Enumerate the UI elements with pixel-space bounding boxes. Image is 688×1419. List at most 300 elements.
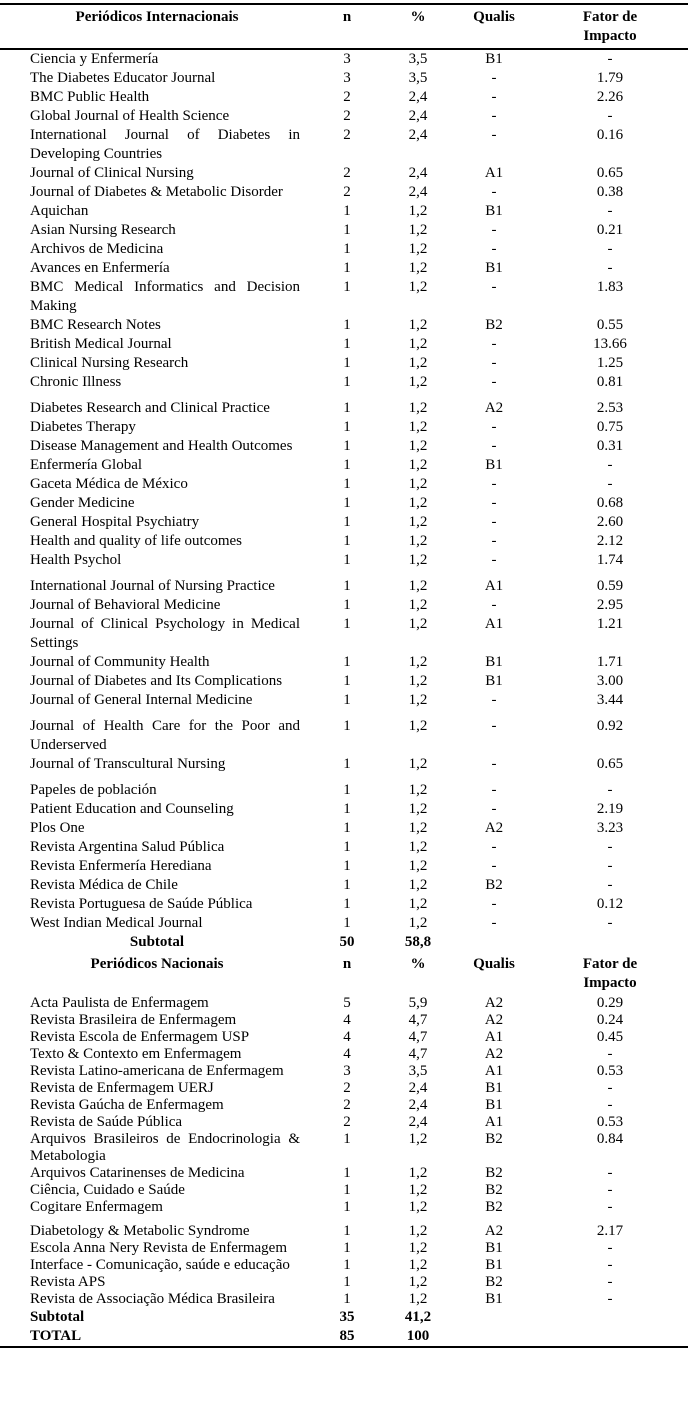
journal-name: Journal of Clinical Nursing — [30, 165, 194, 181]
table-row — [0, 240, 688, 259]
qualis-value: - — [491, 915, 497, 931]
qualis-value: A1 — [484, 578, 504, 594]
n-value: 1 — [343, 858, 351, 874]
qualis-value: B1 — [485, 1240, 503, 1256]
n-value: 1 — [343, 438, 351, 454]
pct-value: 58,8 — [404, 934, 432, 950]
pct-value: 5,9 — [408, 995, 428, 1011]
journal-name: Clinical Nursing Research — [30, 355, 189, 371]
qualis-value: B2 — [485, 317, 503, 333]
n-value: 3 — [343, 70, 351, 86]
n-value: 1 — [343, 820, 351, 836]
n-value: 4 — [343, 1029, 351, 1045]
n-value: 1 — [343, 756, 351, 772]
table-row — [0, 551, 688, 570]
journal-name: Health and quality of life outcomes — [30, 533, 243, 549]
fator-value: - — [607, 877, 613, 893]
qualis-value: - — [491, 801, 497, 817]
pct-value: 1,2 — [408, 1240, 428, 1256]
table-row — [0, 107, 688, 126]
journal-name: Journal of Clinical Psychology in Medical Settings — [30, 616, 300, 651]
fator-value: - — [607, 1199, 613, 1215]
qualis-value: - — [491, 279, 497, 295]
table-row — [0, 710, 688, 755]
n-value: 1 — [343, 419, 351, 435]
pct-value: 1,2 — [408, 858, 428, 874]
pct-value: 1,2 — [408, 839, 428, 855]
journal-name: Journal of Health Care for the Poor and Underserved — [30, 718, 300, 753]
qualis-value: A1 — [484, 1063, 504, 1079]
journal-name: British Medical Journal — [30, 336, 172, 352]
n-value: 2 — [343, 127, 351, 143]
qualis-value: B1 — [485, 203, 503, 219]
table-row — [0, 995, 688, 1012]
section-header-row — [0, 4, 688, 49]
journal-name: Journal of Community Health — [30, 654, 210, 670]
journal-name: Gaceta Médica de México — [30, 476, 188, 492]
journal-name: Revista Médica de Chile — [30, 877, 178, 893]
n-value: 1 — [343, 1131, 351, 1147]
pct-value: 2,4 — [408, 184, 428, 200]
n-value: 2 — [343, 1080, 351, 1096]
table-row — [0, 88, 688, 107]
fator-value: - — [607, 1182, 613, 1198]
qualis-value: A2 — [484, 1046, 504, 1062]
qualis-value: B2 — [485, 1274, 503, 1290]
pct-value: 2,4 — [408, 89, 428, 105]
pct-value: 4,7 — [408, 1012, 428, 1028]
qualis-value: B1 — [485, 1080, 503, 1096]
fator-value: 0.59 — [596, 578, 624, 594]
table-row — [0, 914, 688, 933]
fator-value: 0.53 — [596, 1114, 624, 1130]
n-value: 1 — [343, 1223, 351, 1239]
pct-value: 1,2 — [408, 718, 428, 734]
fator-value: 2.53 — [596, 400, 624, 416]
table-row — [0, 570, 688, 596]
journal-name: Revista de Saúde Pública — [30, 1114, 183, 1130]
qualis-value: B2 — [485, 1165, 503, 1181]
qualis-value: - — [491, 89, 497, 105]
table-row — [0, 1029, 688, 1046]
journal-name: Ciencia y Enfermería — [30, 51, 159, 67]
fator-value: 1.83 — [596, 279, 624, 295]
journal-name: Journal of Transcultural Nursing — [30, 756, 226, 772]
journal-name: Escola Anna Nery Revista de Enfermagem — [30, 1240, 287, 1256]
table-row — [0, 1240, 688, 1257]
pct-value: 1,2 — [408, 203, 428, 219]
pct-value: 1,2 — [408, 260, 428, 276]
pct-value: 1,2 — [408, 355, 428, 371]
pct-value: 1,2 — [408, 374, 428, 390]
n-value: 1 — [343, 374, 351, 390]
table-row — [0, 259, 688, 278]
journal-name: Diabetes Therapy — [30, 419, 136, 435]
n-value: 85 — [339, 1328, 355, 1344]
journal-name: BMC Medical Informatics and Decision Making — [30, 279, 300, 314]
pct-value: 1,2 — [408, 756, 428, 772]
n-value: 1 — [343, 915, 351, 931]
qualis-value: - — [491, 495, 497, 511]
pct-value: 1,2 — [408, 514, 428, 530]
document-page — [0, 3, 688, 1348]
qualis-value: A2 — [484, 995, 504, 1011]
n-value: 1 — [343, 616, 351, 632]
n-value: 1 — [343, 317, 351, 333]
qualis-value: - — [491, 438, 497, 454]
n-value: 1 — [343, 222, 351, 238]
qualis-value: B1 — [485, 1291, 503, 1307]
qualis-value: B2 — [485, 1182, 503, 1198]
pct-value: 1,2 — [408, 222, 428, 238]
qualis-value: - — [491, 597, 497, 613]
pct-value: 1,2 — [408, 336, 428, 352]
n-value: 1 — [343, 1274, 351, 1290]
table-row — [0, 774, 688, 800]
fator-value: - — [607, 51, 613, 67]
pct-value: 1,2 — [408, 1199, 428, 1215]
fator-value: 13.66 — [593, 336, 627, 352]
journal-name: Aquichan — [30, 203, 89, 219]
n-value: 4 — [343, 1046, 351, 1062]
pct-value: 1,2 — [408, 597, 428, 613]
qualis-value: - — [491, 782, 497, 798]
qualis-value: B2 — [485, 1199, 503, 1215]
table-row — [0, 456, 688, 475]
table-row — [0, 1097, 688, 1114]
qualis-value: A1 — [484, 165, 504, 181]
n-value: 1 — [343, 1199, 351, 1215]
qualis-value: A2 — [484, 1012, 504, 1028]
pct-value: 3,5 — [408, 1063, 428, 1079]
pct-value: 1,2 — [408, 1257, 428, 1273]
n-value: 1 — [343, 241, 351, 257]
n-value: 1 — [343, 457, 351, 473]
fator-value: - — [607, 1046, 613, 1062]
fator-value: - — [607, 1291, 613, 1307]
table-row — [0, 672, 688, 691]
total-row — [0, 1327, 688, 1347]
n-value: 1 — [343, 552, 351, 568]
journal-name: Health Psychol — [30, 552, 122, 568]
journal-name: Enfermería Global — [30, 457, 143, 473]
n-value: 2 — [343, 1114, 351, 1130]
journal-name: Gender Medicine — [30, 495, 135, 511]
pct-value: 2,4 — [408, 1114, 428, 1130]
qualis-value: B1 — [485, 260, 503, 276]
qualis-value: B1 — [485, 654, 503, 670]
fator-value — [532, 933, 688, 952]
qualis-value: A2 — [484, 820, 504, 836]
qualis-value: A2 — [484, 400, 504, 416]
journal-name: Revista APS — [30, 1274, 106, 1290]
fator-value: - — [607, 241, 613, 257]
qualis-value: - — [491, 127, 497, 143]
qualis-value — [456, 1327, 532, 1347]
fator-value: 0.65 — [596, 756, 624, 772]
pct-value: 1,2 — [408, 1131, 428, 1147]
pct-value: 2,4 — [408, 127, 428, 143]
journal-name: Ciência, Cuidado e Saúde — [30, 1182, 185, 1198]
table-row — [0, 1046, 688, 1063]
qualis-value: - — [491, 533, 497, 549]
fator-value: - — [607, 1080, 613, 1096]
pct-value: 1,2 — [408, 241, 428, 257]
fator-value: - — [607, 457, 613, 473]
qualis-value: B1 — [485, 457, 503, 473]
table-row — [0, 1182, 688, 1199]
fator-value: 3.23 — [596, 820, 624, 836]
qualis-value: B1 — [485, 1257, 503, 1273]
pct-value: 1,2 — [408, 457, 428, 473]
journal-name: Journal of Behavioral Medicine — [30, 597, 221, 613]
qualis-value: - — [491, 896, 497, 912]
table-row — [0, 1199, 688, 1216]
table-row — [0, 183, 688, 202]
n-value: 1 — [343, 400, 351, 416]
qualis-value: - — [491, 858, 497, 874]
journal-name: Journal of Diabetes and Its Complications — [30, 673, 283, 689]
table-row — [0, 1216, 688, 1240]
pct-value: 1,2 — [408, 654, 428, 670]
pct-value: 2,4 — [408, 108, 428, 124]
n-value: 3 — [343, 51, 351, 67]
journal-name: Interface - Comunicação, saúde e educação — [30, 1257, 290, 1273]
pct-value: 1,2 — [408, 1223, 428, 1239]
table-row — [0, 1114, 688, 1131]
pct-value: 3,5 — [408, 70, 428, 86]
n-value: 1 — [343, 1240, 351, 1256]
qualis-value: - — [491, 184, 497, 200]
journal-name: Revista Gaúcha de Enfermagem — [30, 1097, 224, 1113]
n-value: 1 — [343, 260, 351, 276]
fator-value — [532, 1327, 688, 1347]
table-row — [0, 278, 688, 316]
qualis-value: - — [491, 756, 497, 772]
pct-value: 1,2 — [408, 476, 428, 492]
n-value: 1 — [343, 782, 351, 798]
journal-name: Patient Education and Counseling — [30, 801, 234, 817]
fator-value: 0.75 — [596, 419, 624, 435]
table-row — [0, 69, 688, 88]
table-row — [0, 513, 688, 532]
table-row — [0, 1063, 688, 1080]
pct-value: 4,7 — [408, 1046, 428, 1062]
n-value: 2 — [343, 89, 351, 105]
fator-value: - — [607, 1165, 613, 1181]
n-value: 1 — [343, 839, 351, 855]
pct-value: 1,2 — [408, 820, 428, 836]
journal-name: Revista de Enfermagem UERJ — [30, 1080, 214, 1096]
table-row — [0, 532, 688, 551]
col-n-header: n — [314, 4, 380, 49]
section-title: Periódicos Nacionais — [90, 956, 224, 972]
fator-value: 0.55 — [596, 317, 624, 333]
fator-value: 2.12 — [596, 533, 624, 549]
pct-value: 41,2 — [404, 1309, 432, 1325]
n-value: 1 — [343, 476, 351, 492]
n-value: 1 — [343, 1165, 351, 1181]
n-value: 1 — [343, 533, 351, 549]
journal-name: Archivos de Medicina — [30, 241, 164, 257]
fator-value: 1.25 — [596, 355, 624, 371]
n-value: 1 — [343, 1182, 351, 1198]
fator-value: - — [607, 915, 613, 931]
table-row — [0, 819, 688, 838]
col-pct-header: % — [410, 956, 426, 972]
journal-name: Plos One — [30, 820, 85, 836]
pct-value: 1,2 — [408, 495, 428, 511]
fator-value — [532, 1308, 688, 1327]
journal-name: Cogitare Enfermagem — [30, 1199, 163, 1215]
journal-name: Revista Argentina Salud Pública — [30, 839, 225, 855]
qualis-value: A1 — [484, 1029, 504, 1045]
journal-name: Acta Paulista de Enfermagem — [30, 995, 209, 1011]
fator-value: 0.12 — [596, 896, 624, 912]
fator-value: 2.17 — [596, 1223, 624, 1239]
col-fator-header — [532, 4, 688, 49]
fator-value: 1.79 — [596, 70, 624, 86]
pct-value: 2,4 — [408, 1080, 428, 1096]
qualis-value: - — [491, 552, 497, 568]
fator-value: 2.95 — [596, 597, 624, 613]
pct-value: 1,2 — [408, 1165, 428, 1181]
pct-value: 1,2 — [408, 1182, 428, 1198]
table-row — [0, 354, 688, 373]
pct-value: 2,4 — [408, 165, 428, 181]
fator-value: - — [607, 839, 613, 855]
qualis-value: - — [491, 70, 497, 86]
pct-value: 100 — [406, 1328, 430, 1344]
table-row — [0, 1131, 688, 1165]
n-value: 1 — [343, 654, 351, 670]
pct-value: 1,2 — [408, 578, 428, 594]
n-value: 1 — [343, 597, 351, 613]
table-row — [0, 437, 688, 456]
pct-value: 3,5 — [408, 51, 428, 67]
journal-name: Revista Escola de Enfermagem USP — [30, 1029, 250, 1045]
table-row — [0, 615, 688, 653]
journal-name: International Journal of Diabetes in Developing Countries — [30, 127, 300, 162]
pct-value: 4,7 — [408, 1029, 428, 1045]
pct-value: 1,2 — [408, 533, 428, 549]
qualis-value — [456, 933, 532, 952]
qualis-value: B1 — [485, 673, 503, 689]
fator-value: 1.74 — [596, 552, 624, 568]
journal-name: Papeles de población — [30, 782, 157, 798]
journal-name: Asian Nursing Research — [30, 222, 176, 238]
subtotal-row — [0, 1308, 688, 1327]
journal-name: Journal of Diabetes & Metabolic Disorder — [30, 184, 283, 200]
qualis-value: B2 — [485, 877, 503, 893]
journal-name: General Hospital Psychiatry — [30, 514, 200, 530]
qualis-value: - — [491, 839, 497, 855]
fator-value: 0.81 — [596, 374, 624, 390]
table-row — [0, 202, 688, 221]
pct-value: 1,2 — [408, 419, 428, 435]
n-value: 1 — [343, 673, 351, 689]
table-row — [0, 876, 688, 895]
qualis-value — [456, 1308, 532, 1327]
n-value: 1 — [343, 877, 351, 893]
pct-value: 1,2 — [408, 400, 428, 416]
n-value: 50 — [339, 934, 355, 950]
fator-value: 2.26 — [596, 89, 624, 105]
journal-name: International Journal of Nursing Practice — [30, 578, 275, 594]
qualis-value: - — [491, 355, 497, 371]
table-row — [0, 653, 688, 672]
qualis-value: - — [491, 108, 497, 124]
journal-name: TOTAL — [30, 1328, 82, 1344]
journal-name: BMC Research Notes — [30, 317, 161, 333]
table-row — [0, 800, 688, 819]
n-value: 1 — [343, 203, 351, 219]
journal-name: Arquivos Catarinenses de Medicina — [30, 1165, 245, 1181]
n-value: 3 — [343, 1063, 351, 1079]
fator-value: - — [607, 203, 613, 219]
pct-value: 1,2 — [408, 279, 428, 295]
n-value: 1 — [343, 514, 351, 530]
journal-name: Subtotal — [30, 1309, 85, 1325]
table-row — [0, 1080, 688, 1097]
table-row — [0, 838, 688, 857]
table-row — [0, 691, 688, 710]
fator-value: 0.53 — [596, 1063, 624, 1079]
n-value: 2 — [343, 108, 351, 124]
n-value: 1 — [343, 1291, 351, 1307]
fator-value: 0.45 — [596, 1029, 624, 1045]
table-row — [0, 164, 688, 183]
fator-value: 0.16 — [596, 127, 624, 143]
journal-name: Chronic Illness — [30, 374, 122, 390]
journal-name: Diabetology & Metabolic Syndrome — [30, 1223, 250, 1239]
pct-value: 1,2 — [408, 801, 428, 817]
table-row — [0, 1291, 688, 1308]
table-row — [0, 335, 688, 354]
fator-value: 0.21 — [596, 222, 624, 238]
pct-value: 1,2 — [408, 692, 428, 708]
n-value: 1 — [343, 896, 351, 912]
n-value: 35 — [339, 1309, 355, 1325]
col-pct-header: % — [380, 4, 456, 49]
fator-value: - — [607, 476, 613, 492]
fator-value: 0.29 — [596, 995, 624, 1011]
pct-value: 1,2 — [408, 896, 428, 912]
pct-value: 1,2 — [408, 877, 428, 893]
table-row — [0, 1257, 688, 1274]
n-value: 2 — [343, 1097, 351, 1113]
table-row — [0, 475, 688, 494]
journal-name: Texto & Contexto em Enfermagem — [30, 1046, 242, 1062]
qualis-value: - — [491, 241, 497, 257]
pct-value: 1,2 — [408, 1274, 428, 1290]
table-row — [0, 316, 688, 335]
n-value: 5 — [343, 995, 351, 1011]
journal-name: Revista Portuguesa de Saúde Pública — [30, 896, 253, 912]
table-row — [0, 373, 688, 392]
pct-value: 1,2 — [408, 673, 428, 689]
journal-name: Revista Latino-americana de Enfermagem — [30, 1063, 284, 1079]
table-row — [0, 1012, 688, 1029]
fator-value: 3.44 — [596, 692, 624, 708]
pct-value: 1,2 — [408, 616, 428, 632]
qualis-value: - — [491, 692, 497, 708]
fator-value: - — [607, 1257, 613, 1273]
fator-value: 0.68 — [596, 495, 624, 511]
table-row — [0, 392, 688, 418]
n-value: 1 — [343, 692, 351, 708]
journals-table — [0, 3, 688, 1348]
